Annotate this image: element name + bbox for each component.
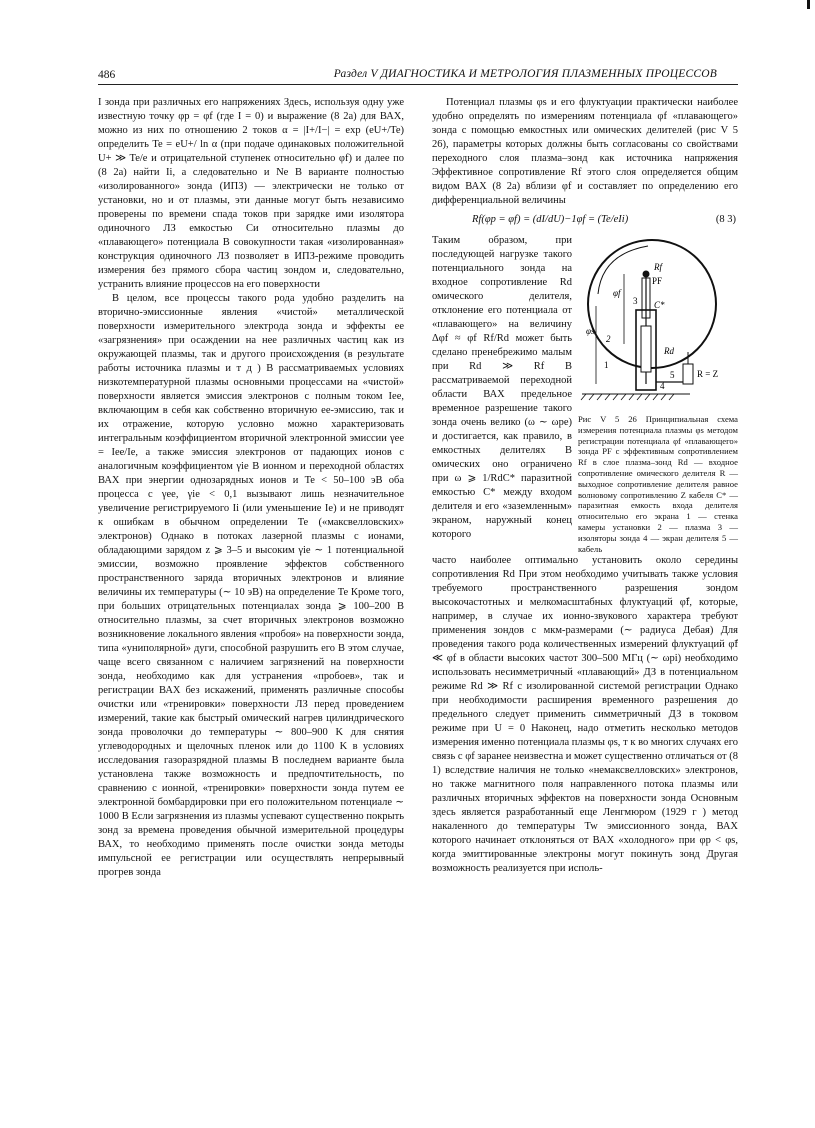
divider-resistor [641, 326, 651, 372]
figure-v-5-26 [578, 234, 738, 554]
label-5: 5 [670, 370, 675, 380]
corner-mark [807, 0, 810, 9]
figure-caption: Рис V 5 26 Принципиальная схема измерения потенциала плазмы φs методом регистрации потенциала φf «плавающего» зонда PF с эффективным сопротивлением Rf в слое плазма–зонд Rd — входное сопротивление омического делителя R — выходное сопротивление делителя равное волновому сопротивлению Z кабеля C* — паразитная емкость входа делителя относительно его экрана 1 — стенка камеры установки 2 — плазма 3 — изоляторы зонда 4 — экран делителя 5 — кабель [578, 414, 738, 554]
label-r-eq-z: R = Z [697, 369, 719, 379]
label-pf: PF [652, 276, 663, 286]
right-paragraph-2-continued: часто наиболее оптимально установить около середины сопротивления Rd При этом необходимо учитывать также условия требуемого пространственного разрешения зондом высокочастотных и мелкомасштабных флуктуаций φ̃f, которые, например, в случае их ионно-звукового характера требуют применения зондов с мкм-размерами (∼ радиуса Дебая) Для проведения такого рода количественных измерений флуктуаций φ̃f ≪ φf в области высоких частот 300–500 МГц (∼ ωpi) необходимо использовать несимметричный «плавающий» ДЗ в потенциальном режиме Rd ≫ Rf с изолированной системой регистрации Однако при необходимости расширения временного разрешения до предельного следует применить симметричный ДЗ в токовом режиме при U = 0 Наконец, надо отметить несколько методов измерения именно потенциала плазмы φs, т к во многих случаях его связь с φf заранее неизвестна и может существенно отличаться от (8 1) вследствие наличия не только «немаксвелловских» электронов, но также магнитного поля направленного потока плазмы или различных вторичных эффектов на поверхности зонда Основным здесь является разработанный еще Ленгмюром (1929 г ) метод накаленного до температуры Tw эмиссионного зонда, ВАХ которого начинает отклоняться от ВАХ «холодного» при φp < φs, когда эмиттированные электроны могут покинуть зонд Другая возможность реализуется при исполь- [432, 555, 738, 875]
label-2: 2 [606, 334, 611, 344]
left-paragraph-1: I зонда при различных его напряжениях Здесь, используя одну уже известную точку φp = φf (где I = 0) и выражение (8 2а) для ВАХ, можно из них по отношению 2 токов α = |I+/I−| = exp (eU+/Te) определить Te = eU+/ ln α (при подаче одинаковых положительной U+ ≫ Te/e и отрицательной ступенек относительно φf) и далее по (8 2а) найти Ii, а следовательно и Ne В варианте полностью «изолированного» зонда (ИПЗ) — электрически не только от установки, но и от плазмы, эти данные могут быть независимо проверены по времени спада токов при зарядке ими изолятора одиночного ЛЗ емкостью Cи относительно плазмы до «плавающего» потенциала В совокупности такая «изолированная» конструкция одиночного ЛЗ позволяет в ИПЗ-режиме проводить измерения без прямого сбора частиц зондом и, следовательно, устранить влияние процессов на его поверхности [98, 97, 404, 290]
running-head: Раздел V ДИАГНОСТИКА И МЕТРОЛОГИЯ ПЛАЗМЕННЫХ ПРОЦЕССОВ [333, 68, 717, 80]
label-phi-s: φs [586, 326, 595, 336]
chamber-wall [588, 240, 716, 368]
page-number: 486 [98, 69, 116, 81]
label-1: 1 [604, 360, 609, 370]
label-4: 4 [660, 381, 665, 391]
probe-tip [643, 271, 650, 278]
equation-number: (8 3) [715, 214, 736, 225]
header-rule [98, 84, 738, 85]
label-rd: Rd [664, 346, 674, 356]
label-3: 3 [633, 296, 638, 306]
right-column [432, 96, 738, 876]
probe-circuit-diagram [578, 234, 738, 412]
label-cstar: C* [654, 300, 665, 310]
label-phi-f: φf [613, 288, 621, 298]
right-paragraph-1: Потенциал плазмы φs и его флуктуации практически наиболее удобно определять по измерениям потенциала φf «плавающего» зонда с помощью емкостных или омических делителей (рис V 5 26), параметры которых должны быть согласованы со свойствами переходного слоя плазма–зонд как источника напряжения Эффективное сопротивление Rf этого слоя определяется общим видом ВАХ (8 2а) вблизи φf и составляет по определению его дифференциальной величины [432, 97, 738, 206]
label-rf: Rf [654, 262, 662, 272]
plasma-boundary [598, 246, 648, 294]
left-paragraph-2: В целом, все процессы такого рода удобно разделить на вторично-эмиссионные явления «чистой» металлической поверхности измерительного электрода зонда и эффекты ее «загрязнения» при осаждении на нее различных частиц как из окружающей плазмы, так и другого происхождения (в результате работы источника плазмы и т д ) В рассматриваемых условиях низкотемпературной плазмы основными процессами на «чистой» поверхности является эмиссия электронов с полным током Iee, включающим в себя как собственно вторичную ее-эмиссию, так и их отражение, которую условно можно характеризовать интегральным коэффициентом вторичной электронной эмиссии γee = Iee/Ie, а также эмиссия электронов от падающих ионов с аналогичным коэффициентом γie В ионном и переходной областях ВАХ при энергии однозарядных ионов и Te < 50–100 эВ оба процесса с γee, γie < 0,1 вызывают лишь незначительное увеличение регистрируемого Ii (или уменьшение Ie) и не приводят к ошибкам в обычном определении Te («максвелловских» электронов) Однако в потоках лазерной плазмы с ионами, обладающими зарядом z ⩾ 3–5 и высоким γie ∼ 1 потенциальной эмиссии, возможно проявление эффектов собственного пространственного заряда вторичных электронов и влияние величины их температуры (∼ 10 эВ) на определение Te Кроме того, при больших отрицательных потенциалах зонда ⩾ 100–200 В относительно плазмы, за счет вторичных электронов возможно возникновение локального явления «пробоя» на поверхности зонда, типа «униполярной» дуги, способной разрушить его В этом случае, чаще всего связанном с наличием загрязнений на поверхности зонда, необходимо как для устранения «пробоев», так и регистрации ВАХ без искажений, применять различные способы очистки или «тренировки» поверхности ЛЗ перед проведением измерений, такие как быстрый омический нагрев цилиндрического зонда проволочки до температуры ∼ 800–900 K для снятия углеводородных и щелочных пленок или до 1100 K в условиях исследования газоразрядной плазмы В последнем варианте была установлена также возможность и предпочтительность, по сравнению с ионной, «тренировки» поверхности зонда путем ее электронной бомбардировки при его положительном потенциале ∼ 1000 В Если загрязнения из плазмы успевают существенно покрыть зонд за времена проведения обычной измерительной процедуры ВАХ, то необходимо применять после очистки зонда методы импульсной ее регистрации или осуществлять непрерывный прогрев зонда [98, 293, 404, 878]
load-resistor [683, 364, 693, 384]
left-column [98, 96, 404, 880]
right-paragraph-2-wrapped: Таким образом, при последующей нагрузке такого потенциального зонда на входное сопротивление Rd омического делителя, отклонение его потенциала от «плавающего» на величину Δφf ≈ φf Rf/Rd может быть сделано пренебрежимо малым при Rd ≫ Rf В рассматриваемой переходной области ВАХ предельное временное разрешение такого зонда очень велико (ω ∼ ωpe) и достигается, как правило, в емкостных делителях В омических оно ограничено при ω ⩾ 1/RdC* паразитной емкостью C* между входом делителя и его «заземленным» экраном, наружный конец которого [432, 235, 572, 540]
ground-hatching [581, 394, 674, 400]
equation-body: Rf(φp = φf) = (dI/dU)−1φf = (Te/eIi) [472, 214, 629, 225]
equation-8-3 [432, 213, 738, 227]
